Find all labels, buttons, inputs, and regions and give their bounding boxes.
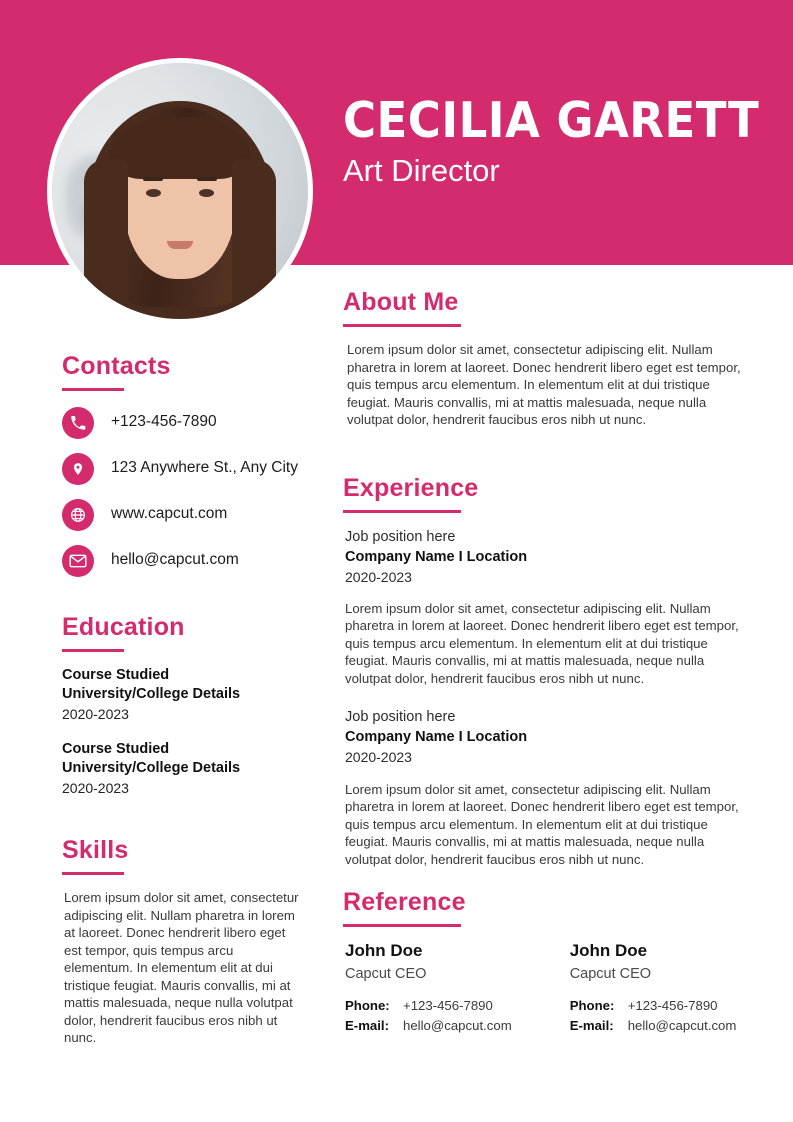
spacer	[343, 442, 748, 474]
education-course: Course Studied	[62, 667, 170, 683]
reference-phone-value: +123-456-7890	[627, 998, 718, 1014]
reference-title: Capcut CEO	[345, 966, 427, 983]
education-heading-rule	[62, 649, 124, 652]
location-pin-icon	[62, 453, 94, 485]
phone-icon	[62, 407, 94, 439]
education-school: University/College Details	[62, 686, 241, 702]
avatar-brow-right	[197, 177, 217, 181]
about-body: Lorem ipsum dolor sit amet, consectetur adipiscing elit. Nullam pharetra in lorem at laoreet. Donec hendrerit libero eget est tempor, quis tempus arcu elementum. In elementum elit at dui tristique feugiat. Mauris convallis, mi at mattis malesuada, neque nulla volutpat dolor, hendrerit faucibus eros nibh ut nunc.	[347, 342, 741, 427]
avatar-eye-left	[146, 189, 161, 197]
experience-company: Company Name I Location	[345, 729, 528, 746]
avatar-hair-left	[84, 159, 128, 324]
spacer	[62, 814, 302, 836]
reference-list	[343, 941, 748, 1036]
experience-dates: 2020-2023	[345, 568, 412, 585]
experience-body: Lorem ipsum dolor sit amet, consectetur adipiscing elit. Nullam pharetra in lorem at laoreet. Donec hendrerit libero eget est tempor, quis tempus arcu elementum. In elementum elit at dui tristique feugiat. Mauris convallis, mi at mattis malesuada, neque nulla volutpat dolor, hendrerit faucibus eros nibh ut nunc.	[345, 600, 739, 686]
avatar-hair-fringe	[110, 117, 250, 179]
reference-phone-row	[345, 996, 512, 1016]
contact-value-email: hello@capcut.com	[111, 551, 239, 568]
page-title: CECILIA GARETT	[343, 92, 760, 149]
avatar-mouth	[167, 241, 193, 249]
reference-email-value: hello@capcut.com	[403, 1018, 512, 1034]
experience-position: Job position here	[345, 528, 456, 545]
contact-value-website: www.capcut.com	[111, 505, 228, 522]
about-heading-rule	[343, 324, 461, 327]
education-school: University/College Details	[62, 760, 241, 776]
list-item[interactable]	[62, 545, 302, 577]
reference-name: John Doe	[569, 941, 648, 961]
reference-email-value: hello@capcut.com	[627, 1018, 737, 1034]
contact-value-phone: +123-456-7890	[111, 413, 217, 430]
reference-name: John Doe	[345, 941, 423, 961]
list-item[interactable]	[62, 453, 302, 485]
contacts-heading-rule	[62, 388, 124, 391]
main-content	[343, 288, 748, 1036]
contact-value-address: 123 Anywhere St., Any City	[111, 459, 298, 476]
spacer	[62, 591, 302, 613]
list-item	[62, 740, 302, 798]
list-item	[343, 707, 748, 868]
list-item[interactable]	[62, 499, 302, 531]
list-item	[62, 666, 302, 724]
reference-phone-row	[570, 996, 737, 1016]
experience-heading: Experience	[343, 473, 479, 502]
header-text-block	[343, 92, 763, 189]
experience-dates: 2020-2023	[345, 749, 412, 766]
experience-company: Company Name I Location	[345, 548, 528, 565]
envelope-icon	[62, 545, 94, 577]
reference-heading-rule	[343, 924, 461, 927]
experience-heading-rule	[343, 510, 461, 513]
reference-phone-label: Phone:	[345, 998, 390, 1014]
experience-position: Job position here	[345, 709, 456, 726]
about-heading: About Me	[343, 288, 459, 316]
reference-email-label: E-mail:	[569, 1018, 614, 1034]
experience-body: Lorem ipsum dolor sit amet, consectetur adipiscing elit. Nullam pharetra in lorem at laoreet. Donec hendrerit libero eget est tempor, quis tempus arcu elementum. In elementum elit at dui tristique feugiat. Mauris convallis, mi at mattis malesuada, neque nulla volutpat dolor, hendrerit faucibus eros nibh ut nunc.	[345, 781, 739, 867]
list-item	[570, 941, 737, 1036]
education-course: Course Studied	[62, 741, 170, 757]
skills-heading: Skills	[62, 836, 129, 864]
reference-phone-value: +123-456-7890	[403, 998, 493, 1014]
avatar-eye-right	[199, 189, 214, 197]
reference-email-row	[345, 1016, 512, 1036]
reference-phone-label: Phone:	[569, 998, 615, 1014]
globe-icon	[62, 499, 94, 531]
reference-email-row	[570, 1016, 737, 1036]
education-heading: Education	[62, 613, 185, 641]
education-dates: 2020-2023	[62, 780, 129, 796]
skills-body: Lorem ipsum dolor sit amet, consectetur adipiscing elit. Nullam pharetra in lorem at laoreet. Donec hendrerit libero eget est tempor, quis tempus arcu elementum. In elementum elit at dui tristique feugiat. Mauris convallis, mi at mattis malesuada, neque nulla volutpat dolor, hendrerit faucibus eros nibh ut nunc.	[64, 890, 299, 1045]
education-dates: 2020-2023	[62, 706, 129, 722]
avatar-brow-left	[143, 177, 163, 181]
contacts-heading: Contacts	[62, 352, 171, 380]
list-item[interactable]	[62, 407, 302, 439]
job-role: Art Director	[343, 153, 500, 188]
reference-heading: Reference	[343, 888, 466, 917]
list-item	[345, 941, 512, 1036]
reference-email-label: E-mail:	[345, 1018, 389, 1034]
skills-heading-rule	[62, 872, 124, 875]
avatar-hair-right	[232, 159, 276, 324]
sidebar	[62, 352, 302, 1060]
contacts-list	[62, 407, 302, 577]
avatar	[47, 58, 313, 324]
reference-title: Capcut CEO	[569, 966, 652, 983]
list-item	[343, 527, 748, 688]
